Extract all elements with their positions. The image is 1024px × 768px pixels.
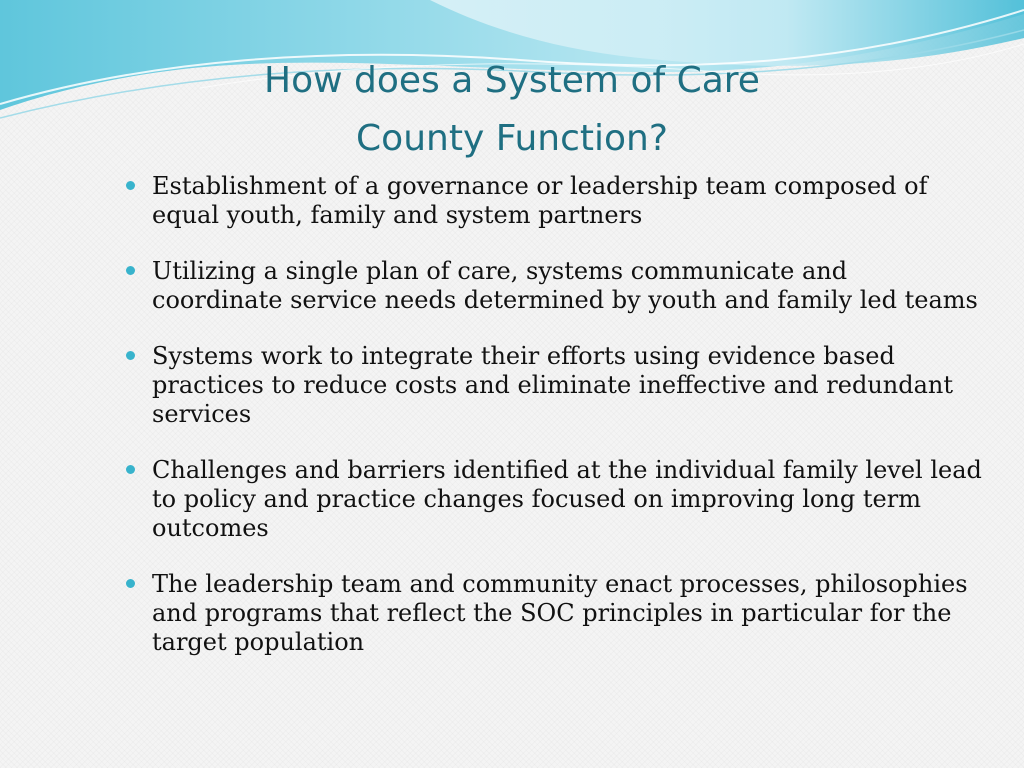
bullet-dot-icon <box>126 465 135 474</box>
bullet-dot-icon <box>126 351 135 360</box>
bullet-list <box>124 172 984 684</box>
bullet-item-leadership <box>124 570 984 657</box>
bullet-text: Challenges and barriers identified at the individual family level lead to policy and practice changes focused on improving long term outcomes <box>152 456 982 542</box>
bullet-text: Systems work to integrate their efforts using evidence based practices to reduce costs and eliminate ineffective and redundant services <box>152 342 953 428</box>
bullet-text: Establishment of a governance or leadership team composed of equal youth, family and system partners <box>152 172 928 229</box>
bullet-dot-icon <box>126 181 135 190</box>
bullet-text: The leadership team and community enact processes, philosophies and programs that reflect the SOC principles in particular for the target population <box>152 570 968 656</box>
bullet-text: Utilizing a single plan of care, systems communicate and coordinate service needs determined by youth and family led teams <box>152 257 978 314</box>
bullet-item-integrate-efforts <box>124 342 984 429</box>
slide-title-line-1: How does a System of Care <box>264 60 760 101</box>
bullet-item-governance <box>124 172 984 230</box>
bullet-item-single-plan <box>124 257 984 315</box>
bullet-item-challenges <box>124 456 984 543</box>
slide-title <box>0 52 1024 168</box>
slide-title-line-2: County Function? <box>356 118 668 159</box>
bullet-dot-icon <box>126 266 135 275</box>
bullet-dot-icon <box>126 579 135 588</box>
